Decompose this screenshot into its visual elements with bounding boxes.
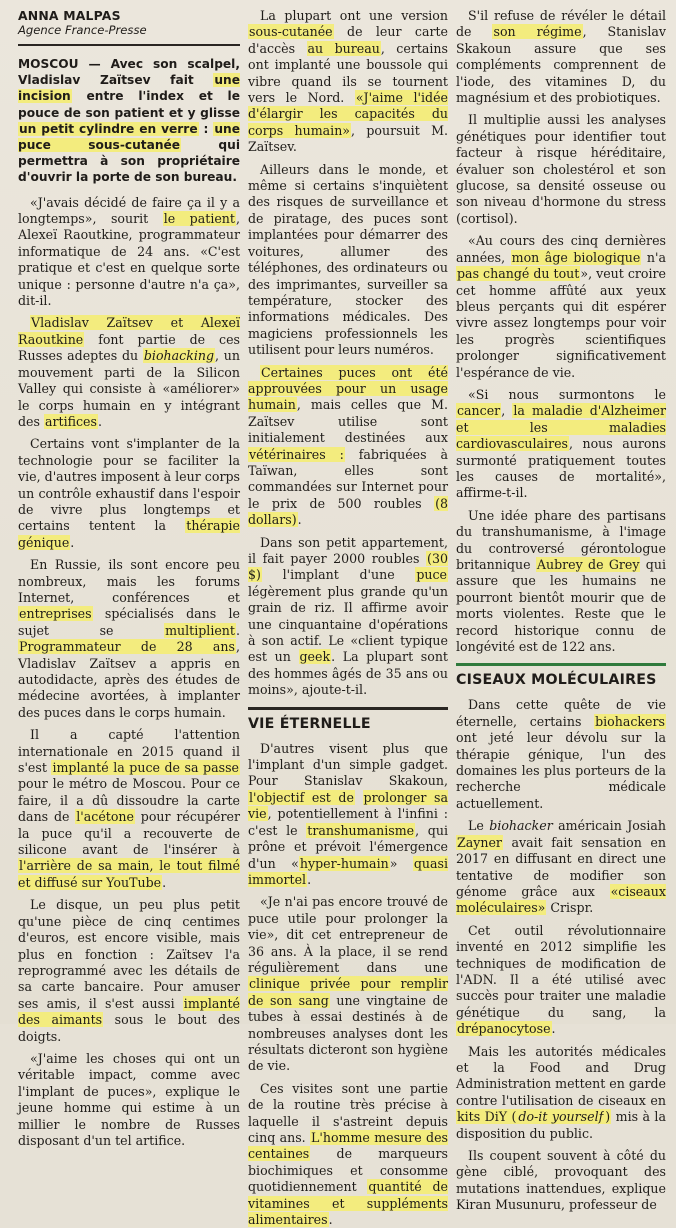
text-run: . (97, 413, 102, 429)
text-run (355, 790, 363, 805)
article-paragraph (456, 1148, 666, 1214)
highlighted-text: (8 dollars) (248, 495, 448, 528)
highlighted-text: son régime (493, 24, 582, 40)
byline-author: ANNA MALPAS (18, 8, 121, 23)
article-paragraph (18, 557, 240, 721)
text-run: «J'aime les choses qui ont un véritable impact, comme avec l'implant de puces», explique le jeune homme qui estime à un millier le nombre de Russes disposant d'un tel artifice. (18, 1050, 240, 1148)
text-run: qui permettra à son propriétaire d'ouvrir la porte de son bureau. (18, 138, 240, 185)
highlighted-text: l'objectif est de (249, 789, 354, 805)
highlighted-text: geek (299, 649, 331, 665)
text-run: », veut croire cet homme affûté aux yeux bleus perçants qui dit espérer vivre assez longtemps pour voir les progrès scientifiques prolonger significativement l'espérance de vie. (456, 266, 666, 380)
text-run: , nous aurons surmonté pratiquement toutes les causes de mortalité», affirme-t-il. (456, 436, 666, 501)
highlighted-text: biohackers (595, 713, 665, 729)
highlighted-text: «J'aime l'idée d'élargir les capacités du corps humain» (248, 90, 448, 138)
text-run: MOSCOU — Avec son scalpel, Vladislav Zaïtsev fait (18, 57, 240, 88)
article-paragraph (456, 923, 666, 1038)
highlighted-text: L'homme mesure des centaines (248, 1130, 448, 1162)
text-run: Crispr. (546, 900, 594, 916)
highlighted-text: biohacking (143, 348, 215, 364)
text-run: entre l'index et le pouce de son patient et y glisse (18, 89, 240, 120)
article-paragraph (248, 365, 448, 529)
text-run: . (307, 871, 312, 887)
text-run: «Si nous surmontons le (468, 386, 666, 402)
text-run: . (551, 1021, 556, 1037)
text-run: ont jeté leur dévolu sur la thérapie génique, l'un des domaines les plus porteurs de la recherche médicale actuellement. (456, 730, 666, 811)
text-run: «J'avais décidé de faire ça il y a longtemps», sourit (18, 194, 240, 227)
highlighted-text: clinique privée pour remplir de son sang (248, 976, 448, 1008)
article-paragraph (456, 112, 666, 227)
text-run: Le disque, un peu plus petit qu'une pièce de cinq centimes d'euros, est encore visible, mais plus en fonction : Zaïtsev l'a reprogrammé avec les détails de sa carte bancaire. Pour amuser ses amis, il s'est aussi (18, 897, 240, 1011)
article-paragraph (18, 436, 240, 551)
highlighted-text: sous-cutanée (249, 24, 333, 40)
text-run: La plupart ont une version (260, 8, 448, 23)
text-run: D'autres visent plus que l'implant d'un simple gadget. Pour Stanislav Skakoun, (248, 740, 448, 789)
text-run: , (501, 403, 513, 419)
text-run: biohacker (489, 818, 553, 834)
column-2 (248, 8, 449, 1228)
highlighted-text: Vladislav Zaïtsev et Alexeï Raoutkine (18, 315, 240, 347)
highlighted-text: une incision (18, 73, 240, 104)
highlighted-text: la maladie d'Alzheimer et les maladies cardiovasculaires (456, 403, 666, 452)
text-run: qui assure que les humains ne pourront bientôt mourir que de morts violentes. Reste que le record historique connu de longévité est de 122 ans. (456, 557, 666, 655)
article-paragraph (456, 1044, 666, 1142)
highlighted-text: cancer (457, 403, 501, 419)
text-run: avait fait sensation en 2017 en diffusant en direct une tentative de modifier son génome grâce aux (456, 834, 666, 899)
text-run: pour récupérer la puce qu'il a recouverte de silicone avant de l'insérer à (18, 809, 240, 858)
text-run: spécialisés dans le sujet se (18, 606, 240, 638)
text-run: , certains ont implanté une boussole qui vibre quand ils se tournent vers le Nord. (248, 40, 449, 106)
text-run: sous le bout des doigts. (18, 1012, 241, 1044)
text-run: «Je n'ai pas encore trouvé de puce utile pour prolonger la vie», dit cet entrepreneur de 36 ans. À la place, il se rend régulièrement dans une (248, 894, 448, 975)
text-run: . La plupart sont des hommes âgés de 35 ans ou moins», ajoute-t-il. (248, 649, 448, 698)
highlighted-text: l'acétone (76, 809, 134, 825)
text-run: fabriquées à Taïwan, elles sont commandées sur Internet pour le prix de 500 roubles (248, 446, 448, 511)
highlighted-text: hyper-humain (299, 855, 389, 871)
article-paragraph (456, 233, 666, 381)
highlighted-text: un petit cylindre en verre (19, 121, 198, 136)
article-paragraph (18, 1051, 240, 1149)
highlighted-text: le patient (163, 211, 235, 227)
article-paragraph (18, 897, 240, 1045)
text-run: Ailleurs dans le monde, et même si certains s'inquiètent des risques de surveillance et de piratage, des puces sont implantées pour démarrer des voitures, allumer des téléphones, des ordinateurs ou des imprimantes, surveiller sa température, stocker des informations médicales. Des magiciens professionnels les utilisent pour leurs numéros. (248, 161, 448, 358)
text-run: En Russie, ils sont encore peu nombreux, mais les forums Internet, conférences et (18, 557, 240, 605)
highlighted-text: vétérinaires : (249, 446, 344, 462)
column-2-body-bottom (248, 741, 448, 1228)
highlighted-text: pas changé du tout (457, 266, 580, 282)
text-run: S'il refuse de révéler le détail de (456, 8, 666, 40)
text-run: . (297, 512, 302, 528)
lead-paragraph (18, 56, 240, 186)
article-paragraph (248, 741, 448, 889)
text-run: Dans son petit appartement, il fait payer 2000 roubles (248, 534, 448, 566)
text-run: . (235, 622, 240, 638)
text-run: Il multiplie aussi les analyses génétiques pour identifier tout facteur à risque héréditaire, évaluer son cholestérol et son glucose, sa densité osseuse ou son niveau d'hormone du stress (cortisol). (456, 112, 666, 226)
text-run: Ces visites sont une partie de la routine très précise à laquelle il s'astreint depuis cinq ans. (248, 1080, 448, 1145)
article-paragraph (456, 818, 666, 916)
text-run: l'implant d'une (261, 567, 416, 583)
text-run: , qui prône et prévoit l'émergence d'un « (248, 822, 448, 871)
article-paragraph (18, 727, 240, 891)
highlighted-text: une puce sous-cutanée (18, 121, 240, 153)
column-1-body (18, 195, 240, 1150)
column-3 (456, 8, 666, 1213)
text-run: . (70, 534, 75, 550)
column-3-body-top (456, 8, 666, 655)
highlighted-text: implanté des aimants (18, 995, 240, 1028)
text-run: , Stanislav Skakoun assure que ses compléments comprennent de l'iode, des vitamines D, du magnésium et des probiotiques. (456, 24, 666, 106)
text-run: font partie de ces Russes adeptes du (18, 331, 240, 364)
text-run: pour le métro de Moscou. Pour ce faire, il a dû dissoudre la carte dans de (18, 776, 240, 825)
text-run: , poursuit M. Zaïtsev. (248, 122, 448, 155)
text-run: , un mouvement parti de la Silicon Valley qui consiste à «améliorer» le corps humain en y intégrant des (18, 348, 240, 429)
text-run: une vingtaine de tubes à essai destinés à de nombreuses analyses dont les résultats dicteront son hygiène de vie. (248, 992, 448, 1074)
highlighted-text: thérapie génique (18, 518, 240, 550)
text-run: » (389, 855, 413, 871)
column-1 (18, 8, 241, 1148)
text-run: Le (468, 818, 490, 834)
highlighted-text: drépanocytose (457, 1021, 551, 1037)
text-run: : (198, 121, 214, 136)
article-paragraph (456, 387, 666, 502)
highlighted-text: kits DiY ( (457, 1109, 517, 1125)
highlighted-text: Zayner (457, 834, 502, 850)
text-run: . (328, 1212, 333, 1228)
highlighted-text: Programmateur de 28 ans (19, 639, 235, 655)
text-run: légèrement plus grande qu'un grain de riz. Il affirme avoir une cinquantaine d'opérations à son actif. Le «client typique est un (248, 583, 448, 665)
text-run: mis à la disposition du public. (456, 1109, 666, 1141)
highlighted-text: Aubrey de Grey (536, 557, 640, 572)
article-paragraph (248, 894, 448, 1074)
text-run: n'a (641, 249, 666, 265)
highlighted-text: quasi immortel (248, 855, 448, 887)
section-heading-ciseaux-moleculaires: CISEAUX MOLÉCULAIRES (456, 663, 666, 689)
article-paragraph (248, 8, 448, 156)
text-run: américain Josiah (552, 818, 666, 834)
highlighted-text: Certaines puces ont été approuvées pour un usage humain (248, 364, 448, 413)
text-run: . (162, 874, 167, 890)
highlighted-text: prolonger sa vie (248, 789, 448, 822)
article-paragraph (456, 8, 666, 106)
highlighted-text: (30 $) (248, 551, 448, 583)
highlighted-text: implanté la puce de sa passe (52, 760, 240, 776)
text-run: de marqueurs biochimiques et consomme quotidiennement (248, 1146, 448, 1195)
text-run: Dans cette quête de vie éternelle, certains (456, 697, 666, 729)
byline-agency: Agence France-Presse (18, 23, 240, 46)
highlighted-text: au bureau (307, 40, 380, 56)
highlighted-text: transhumanisme (307, 822, 415, 838)
highlighted-text: quantité de vitamines et suppléments alimentaires (248, 1179, 448, 1228)
article-paragraph (456, 508, 666, 656)
text-run: Certains vont s'implanter de la technologie pour se faciliter la vie, d'autres imposent à leur corps un contrôle exhaustif dans l'espoir de vivre plus longtemps et certains tentent la (18, 436, 240, 534)
article-paragraph (18, 195, 240, 310)
text-run: de leur carte d'accès (248, 24, 448, 56)
text-run: Il a capté l'attention internationale en 2015 quand il s'est (18, 727, 240, 776)
article-paragraph (248, 1081, 448, 1228)
highlighted-text: mon âge biologique (511, 249, 641, 265)
article-paragraph (248, 162, 448, 359)
text-run: , Vladislav Zaïtsev a appris en autodidacte, après des études de médecine avortées, à implanter des puces dans le corps humain. (18, 639, 240, 720)
article-paragraph (456, 697, 666, 812)
highlighted-text: «ciseaux moléculaires» (456, 883, 666, 916)
column-2-body-top (248, 8, 448, 699)
text-run: Mais les autorités médicales et la Food and Drug Administration mettent en garde contre l'utilisation de ciseaux en (456, 1043, 666, 1108)
text-run: Ils coupent souvent à côté du gène ciblé, provoquant des mutations inattendues, explique Kiran Musunuru, professeur de (456, 1148, 666, 1213)
text-run: Cet outil révolutionnaire inventé en 2012 simplifie les techniques de modification de l'ADN. Il a été utilisé avec succès pour traiter une maladie génétique du sang, la (456, 922, 666, 1020)
article-paragraph (18, 315, 240, 430)
text-run: «Au cours des cinq dernières années, (456, 233, 666, 265)
highlighted-text: ) (605, 1109, 611, 1125)
article-paragraph (248, 535, 448, 699)
text-run: , mais celles que M. Zaïtsev utilise sont initialement destinées aux (248, 397, 448, 446)
highlighted-text: do-it yourself (518, 1109, 604, 1125)
text-run: , Alexeï Raoutkine, programmateur informatique de 24 ans. «C'est pratique et c'est en quelque sorte unique : personne d'autre n'a ça», dit-il. (18, 211, 240, 309)
highlighted-text: entreprises (19, 606, 92, 622)
highlighted-text: artifices (44, 413, 97, 429)
highlighted-text: puce (416, 567, 447, 583)
section-heading-vie-eternelle: VIE ÉTERNELLE (248, 707, 448, 733)
column-3-body-bottom (456, 697, 666, 1213)
highlighted-text: multiplient (165, 622, 235, 638)
text-run: Une idée phare des partisans du transhumanisme, à l'image du controversé gérontologue britannique (456, 507, 666, 572)
text-run: , potentiellement à l'infini : c'est le (248, 806, 448, 838)
highlighted-text: l'arrière de sa main, le tout filmé et diffusé sur YouTube (18, 858, 240, 890)
